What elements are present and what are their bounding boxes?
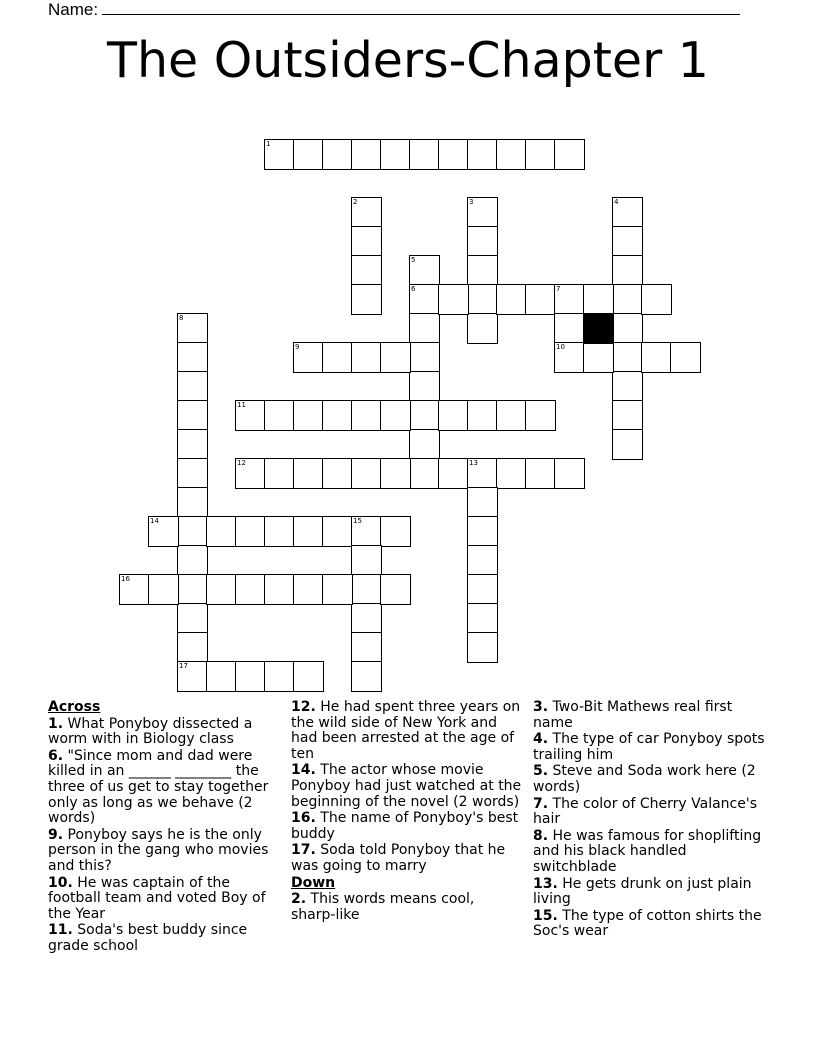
grid-cell[interactable]	[235, 516, 266, 547]
grid-cell[interactable]	[438, 400, 469, 431]
grid-cell[interactable]	[641, 342, 672, 373]
grid-cell[interactable]	[351, 139, 382, 170]
grid-cell[interactable]	[467, 516, 498, 547]
clue-down-7: 7. The color of Cherry Valance's hair	[533, 795, 757, 828]
grid-cell[interactable]	[119, 574, 150, 605]
grid-cell[interactable]	[554, 458, 585, 489]
grid-cell[interactable]	[351, 516, 382, 547]
grid-cell[interactable]	[351, 661, 382, 692]
grid-cell[interactable]	[380, 574, 411, 605]
clue-across-10: 10. He was captain of the football team and voted Boy of the Year	[48, 874, 266, 922]
cell-number: 16	[121, 575, 130, 583]
grid-cell[interactable]	[351, 632, 382, 663]
grid-cell[interactable]	[612, 429, 643, 460]
grid-cell[interactable]	[380, 342, 411, 373]
cell-number: 15	[353, 517, 362, 525]
grid-cell[interactable]	[670, 342, 701, 373]
grid-cell[interactable]	[322, 139, 353, 170]
grid-cell[interactable]	[351, 545, 382, 576]
clue-across-16: 16. The name of Ponyboy's best buddy	[291, 810, 519, 842]
grid-cell[interactable]	[554, 342, 585, 373]
grid-cell[interactable]	[177, 400, 208, 431]
grid-cell[interactable]	[177, 632, 208, 663]
cell-number: 3	[469, 198, 474, 206]
grid-cell[interactable]	[467, 632, 498, 663]
grid-cell[interactable]	[525, 400, 556, 431]
grid-cell[interactable]	[467, 255, 498, 286]
grid-cell[interactable]	[264, 400, 295, 431]
grid-cell[interactable]	[293, 458, 324, 489]
grid-cell[interactable]	[467, 487, 498, 518]
grid-cell[interactable]	[351, 255, 382, 286]
grid-cell[interactable]	[177, 429, 208, 460]
grid-cell[interactable]	[293, 661, 324, 692]
grid-cell[interactable]	[438, 284, 469, 315]
across-heading: Across	[48, 699, 101, 715]
grid-cell[interactable]	[351, 574, 382, 605]
grid-cell[interactable]	[612, 197, 643, 228]
grid-cell[interactable]	[351, 284, 382, 315]
grid-cell[interactable]	[612, 342, 643, 373]
grid-cell[interactable]	[612, 226, 643, 257]
clue-column-3	[533, 700, 768, 941]
grid-cell[interactable]	[612, 313, 643, 344]
cell-number: 12	[237, 459, 246, 467]
grid-cell[interactable]	[177, 574, 208, 605]
grid-cell[interactable]	[496, 139, 527, 170]
cell-number: 14	[150, 517, 159, 525]
grid-cell[interactable]	[235, 400, 266, 431]
grid-cell[interactable]	[177, 342, 208, 373]
grid-cell[interactable]	[380, 400, 411, 431]
grid-cell[interactable]	[438, 458, 469, 489]
grid-cell[interactable]	[409, 371, 440, 402]
cell-number: 6	[411, 285, 416, 293]
grid-cell[interactable]	[583, 342, 614, 373]
grid-cell[interactable]	[322, 458, 353, 489]
cell-number: 1	[266, 140, 271, 148]
grid-cell[interactable]	[177, 458, 208, 489]
clue-across-1: 1. What Ponyboy dissected a worm with in Biology class	[48, 715, 253, 748]
grid-cell[interactable]	[612, 400, 643, 431]
cell-number: 11	[237, 401, 246, 409]
grid-cell[interactable]	[612, 255, 643, 286]
clue-down-8: 8. He was famous for shoplifting and his black handled switchblade	[533, 827, 762, 875]
grid-cell[interactable]	[467, 313, 498, 344]
grid-cell[interactable]	[467, 400, 498, 431]
grid-cell[interactable]	[438, 139, 469, 170]
grid-cell[interactable]	[235, 661, 266, 692]
grid-cell[interactable]	[177, 516, 208, 547]
grid-cell[interactable]	[177, 371, 208, 402]
grid-cell[interactable]	[351, 342, 382, 373]
grid-cell[interactable]	[351, 603, 382, 634]
cell-number: 13	[469, 459, 478, 467]
cell-number: 8	[179, 314, 184, 322]
clue-across-12: 12. He had spent three years on the wild side of New York and had been arrested at the age of ten	[291, 699, 521, 762]
grid-cell[interactable]	[264, 139, 295, 170]
cell-number: 9	[295, 343, 300, 351]
grid-cell[interactable]	[264, 574, 295, 605]
grid-cell[interactable]	[235, 574, 266, 605]
grid-cell[interactable]	[409, 284, 440, 315]
grid-cell[interactable]	[177, 603, 208, 634]
grid-cell[interactable]	[177, 487, 208, 518]
grid-cell[interactable]	[496, 400, 527, 431]
clue-across-17: 17. Soda told Ponyboy that he was going to marry	[291, 842, 506, 874]
cell-number: 17	[179, 662, 188, 670]
grid-cell[interactable]	[612, 284, 643, 315]
grid-cell[interactable]	[525, 458, 556, 489]
grid-cell[interactable]	[525, 139, 556, 170]
grid-cell[interactable]	[409, 400, 440, 431]
clue-down-2: 2. This words means cool, sharp-like	[291, 891, 475, 923]
grid-cell[interactable]	[351, 197, 382, 228]
grid-cell[interactable]	[351, 458, 382, 489]
grid-cell[interactable]	[409, 342, 440, 373]
clue-across-6: 6. "Since mom and dad were killed in an ______ ________ the three of us get to stay together only as long as we behave (2 words)	[48, 747, 269, 827]
grid-cell[interactable]	[206, 516, 237, 547]
grid-cell[interactable]	[177, 545, 208, 576]
grid-cell[interactable]	[380, 139, 411, 170]
cell-number: 5	[411, 256, 416, 264]
grid-cell[interactable]	[409, 429, 440, 460]
grid-cell[interactable]	[293, 574, 324, 605]
cell-number: 7	[556, 285, 561, 293]
grid-cell[interactable]	[148, 516, 179, 547]
grid-cell[interactable]	[612, 371, 643, 402]
clue-across-14: 14. The actor whose movie Ponyboy had just watched at the beginning of the novel (2 words)	[291, 762, 522, 810]
grid-cell[interactable]	[322, 516, 353, 547]
grid-cell[interactable]	[554, 139, 585, 170]
cell-number: 10	[556, 343, 565, 351]
grid-cell[interactable]	[177, 661, 208, 692]
grid-cell[interactable]	[467, 545, 498, 576]
clue-down-15: 15. The type of cotton shirts the Soc's wear	[533, 907, 762, 940]
grid-cell[interactable]	[235, 458, 266, 489]
grid-cell[interactable]	[264, 661, 295, 692]
black-cell	[583, 313, 614, 344]
clue-column-2	[291, 700, 523, 924]
grid-cell[interactable]	[409, 139, 440, 170]
grid-cell[interactable]	[148, 574, 179, 605]
clue-down-4: 4. The type of car Ponyboy spots trailing him	[533, 731, 765, 763]
grid-cell[interactable]	[409, 255, 440, 286]
clue-down-5: 5. Steve and Soda work here (2 words)	[533, 763, 756, 795]
grid-cell[interactable]	[554, 284, 585, 315]
grid-cell[interactable]	[351, 400, 382, 431]
grid-cell[interactable]	[264, 516, 295, 547]
grid-cell[interactable]	[554, 313, 585, 344]
grid-cell[interactable]	[467, 574, 498, 605]
grid-cell[interactable]	[322, 574, 353, 605]
grid-cell[interactable]	[496, 284, 527, 315]
grid-cell[interactable]	[380, 516, 411, 547]
grid-cell[interactable]	[467, 284, 498, 315]
grid-cell[interactable]	[467, 139, 498, 170]
grid-cell[interactable]	[467, 197, 498, 228]
grid-cell[interactable]	[380, 458, 411, 489]
grid-cell[interactable]	[322, 342, 353, 373]
grid-cell[interactable]	[293, 400, 324, 431]
grid-cell[interactable]	[293, 342, 324, 373]
clue-column-1	[48, 700, 276, 956]
cell-number: 4	[614, 198, 619, 206]
grid-cell[interactable]	[293, 139, 324, 170]
grid-cell[interactable]	[322, 400, 353, 431]
grid-cell[interactable]	[409, 313, 440, 344]
grid-cell[interactable]	[351, 226, 382, 257]
name-label: Name:	[48, 0, 99, 19]
grid-cell[interactable]	[467, 226, 498, 257]
clue-across-9: 9. Ponyboy says he is the only person in the gang who movies and this?	[48, 826, 269, 874]
page-title: The Outsiders-Chapter 1	[107, 32, 709, 89]
clue-across-11: 11. Soda's best buddy since grade school	[48, 922, 248, 954]
grid-cell[interactable]	[206, 574, 237, 605]
grid-cell[interactable]	[525, 284, 556, 315]
grid-cell[interactable]	[206, 661, 237, 692]
clue-down-13: 13. He gets drunk on just plain living	[533, 875, 752, 908]
grid-cell[interactable]	[467, 458, 498, 489]
down-heading: Down	[291, 874, 336, 891]
grid-cell[interactable]	[467, 603, 498, 634]
grid-cell[interactable]	[641, 284, 672, 315]
grid-cell[interactable]	[293, 516, 324, 547]
grid-cell[interactable]	[496, 458, 527, 489]
clue-down-3: 3. Two-Bit Mathews real first name	[533, 699, 733, 731]
grid-cell[interactable]	[264, 458, 295, 489]
grid-cell[interactable]	[409, 458, 440, 489]
cell-number: 2	[353, 198, 358, 206]
grid-cell[interactable]	[177, 313, 208, 344]
grid-cell[interactable]	[583, 284, 614, 315]
